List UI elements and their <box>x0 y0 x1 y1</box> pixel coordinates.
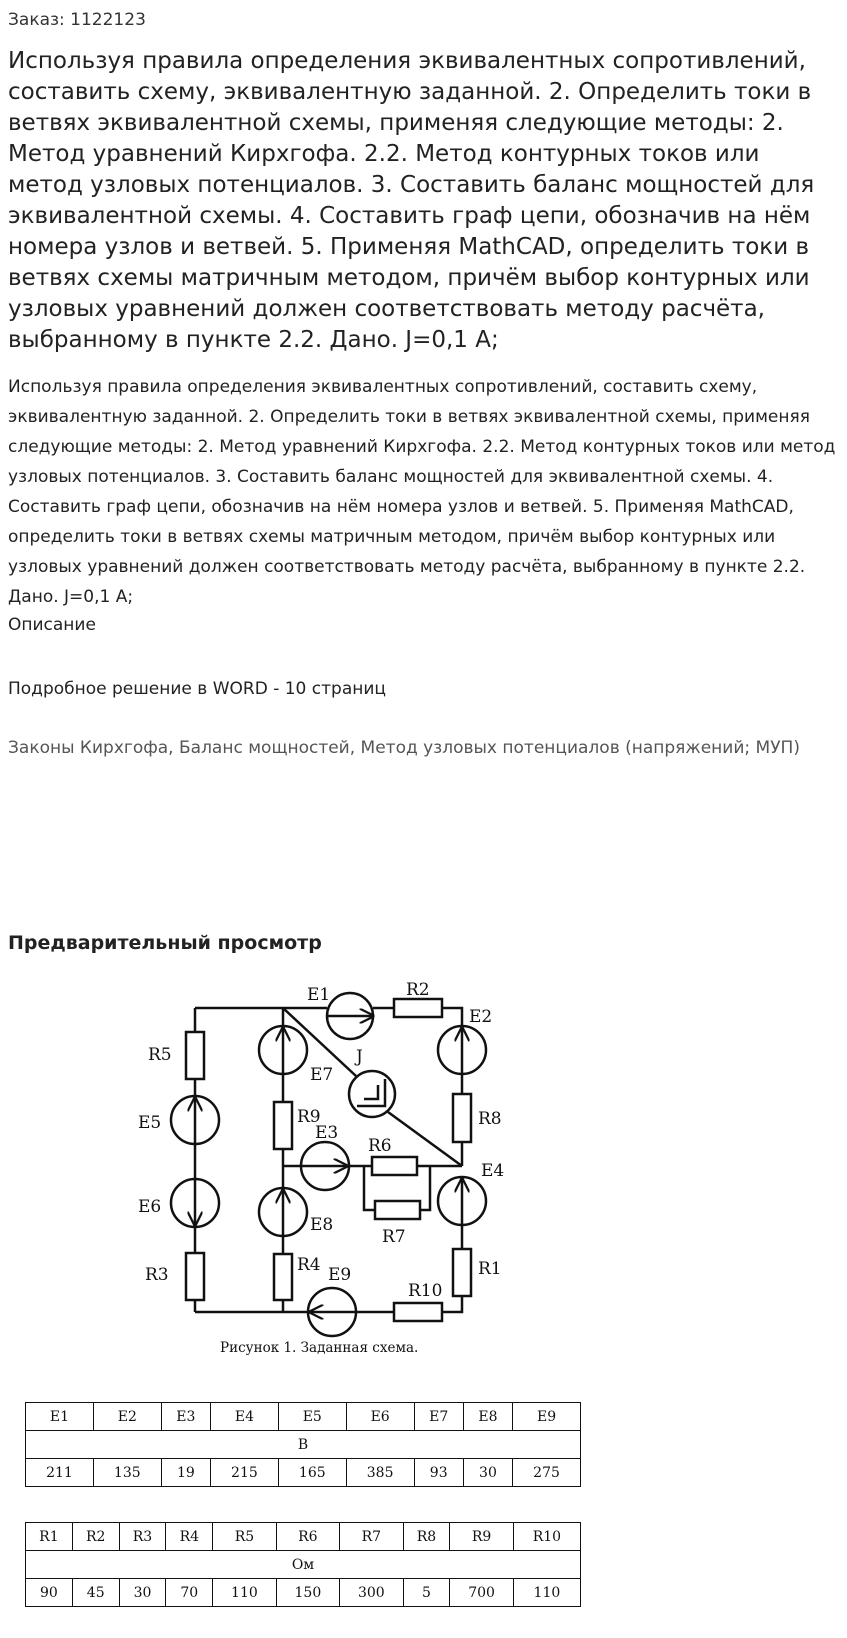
label-e6: E6 <box>138 1197 162 1217</box>
description-heading: Описание <box>8 615 96 635</box>
emf-value-cell: 165 <box>278 1459 346 1487</box>
resistor-r5 <box>186 1032 204 1079</box>
resistor-r3 <box>186 1253 204 1300</box>
resistance-value-cell: 150 <box>276 1579 339 1607</box>
resistance-value-cell: 70 <box>166 1579 213 1607</box>
resistance-header-row <box>26 1523 581 1551</box>
resistance-header-cell: R8 <box>403 1523 450 1551</box>
resistance-value-cell: 300 <box>340 1579 403 1607</box>
resistance-header-cell: R4 <box>166 1523 213 1551</box>
resistance-value-cell: 30 <box>119 1579 166 1607</box>
label-r8: R8 <box>478 1109 502 1129</box>
emf-header-cell: E8 <box>463 1403 512 1431</box>
task-description: Используя правила определения эквивалентных сопротивлений, составить схему, эквивалентную заданной. 2. Определить токи в ветвях эквивалентной схемы, применяя следующие методы: 2. Метод уравнений Кирхгофа. 2.2. Метод контурных токов или метод узловых потенциалов. 3. Составить баланс мощностей для эквивалентной схемы. 4. Составить граф цепи, обозначив на нём номера узлов и ветвей. 5. Применяя MathCAD, определить токи в ветвях схемы матричным методом, причём выбор контурных или узловых уравнений должен соответствовать методу расчёта, выбранному в пункте 2.2. Дано. J=0,1 А; <box>8 377 836 607</box>
label-e9: E9 <box>328 1265 352 1285</box>
label-r7: R7 <box>382 1227 406 1247</box>
emf-header-cell: E2 <box>93 1403 161 1431</box>
emf-header-cell: E3 <box>161 1403 210 1431</box>
emf-value-cell: 135 <box>93 1459 161 1487</box>
tags: Законы Кирхгофа, Баланс мощностей, Метод узловых потенциалов (напряжений; МУП) <box>8 738 800 758</box>
task-title: Используя правила определения эквивалентных сопротивлений, составить схему, эквивалентную заданной. 2. Определить токи в ветвях эквивалентной схемы, применяя следующие методы: 2. Метод уравнений Кирхгофа. 2.2. Метод контурных токов или метод узловых потенциалов. 3. Составить баланс мощностей для эквивалентной схемы. 4. Составить граф цепи, обозначив на нём номера узлов и ветвей. 5. Применяя MathCAD, определить токи в ветвях схемы матричным методом, причём выбор контурных или узловых уравнений должен соответствовать методу расчёта, выбранному в пункте 2.2. Дано. J=0,1 А; <box>8 48 815 353</box>
resistance-header-cell: R6 <box>276 1523 339 1551</box>
emf-header-cell: E6 <box>346 1403 414 1431</box>
emf-header-cell: E7 <box>414 1403 463 1431</box>
emf-header-row <box>26 1403 581 1431</box>
resistance-table <box>25 1522 581 1607</box>
label-r1: R1 <box>478 1259 502 1279</box>
resistance-value-cell: 700 <box>450 1579 513 1607</box>
resistance-header-cell: R7 <box>340 1523 403 1551</box>
emf-unit-row <box>26 1431 581 1459</box>
resistance-header-cell: R10 <box>513 1523 580 1551</box>
emf-header-cell: E5 <box>278 1403 346 1431</box>
circuit-diagram <box>0 960 847 1340</box>
label-e7: E7 <box>310 1065 334 1085</box>
label-e4: E4 <box>481 1161 505 1181</box>
emf-table <box>25 1402 581 1487</box>
label-r5: R5 <box>148 1045 172 1065</box>
resistor-r1 <box>453 1249 471 1296</box>
resistor-r8 <box>453 1094 471 1142</box>
resistance-header-cell: R5 <box>213 1523 276 1551</box>
label-r6: R6 <box>368 1136 392 1156</box>
label-r2: R2 <box>406 980 430 1000</box>
emf-value-cell: 19 <box>161 1459 210 1487</box>
resistance-header-cell: R2 <box>72 1523 119 1551</box>
resistance-header-cell: R3 <box>119 1523 166 1551</box>
label-r9: R9 <box>297 1107 321 1127</box>
resistance-value-cell: 90 <box>26 1579 73 1607</box>
resistor-r9 <box>274 1102 292 1149</box>
emf-value-cell: 275 <box>513 1459 581 1487</box>
current-source-j <box>349 1071 395 1117</box>
resistance-unit-row <box>26 1551 581 1579</box>
resistance-value-cell: 110 <box>213 1579 276 1607</box>
label-e3: E3 <box>315 1123 339 1143</box>
resistance-value-cell: 110 <box>513 1579 580 1607</box>
resistance-header-cell: R9 <box>450 1523 513 1551</box>
resistance-value-cell: 45 <box>72 1579 119 1607</box>
emf-header-cell: E9 <box>513 1403 581 1431</box>
label-e8: E8 <box>310 1215 334 1235</box>
label-e2: E2 <box>469 1007 493 1027</box>
emf-value-row <box>26 1459 581 1487</box>
label-r4: R4 <box>297 1255 321 1275</box>
emf-value-cell: 93 <box>414 1459 463 1487</box>
emf-header-cell: E4 <box>210 1403 278 1431</box>
emf-unit-cell: В <box>26 1431 581 1459</box>
label-e5: E5 <box>138 1113 162 1133</box>
resistance-unit-cell: Ом <box>26 1551 581 1579</box>
resistance-header-cell: R1 <box>26 1523 73 1551</box>
resistor-r6 <box>372 1157 417 1175</box>
label-r10: R10 <box>408 1281 443 1301</box>
resistor-r2 <box>394 999 442 1017</box>
resistor-r7 <box>375 1201 420 1219</box>
resistance-value-row <box>26 1579 581 1607</box>
label-r3: R3 <box>145 1265 169 1285</box>
emf-value-cell: 30 <box>463 1459 512 1487</box>
label-e1: E1 <box>307 985 331 1005</box>
emf-value-cell: 211 <box>26 1459 94 1487</box>
emf-value-cell: 215 <box>210 1459 278 1487</box>
resistor-r10 <box>394 1303 442 1321</box>
emf-value-cell: 385 <box>346 1459 414 1487</box>
figure-caption: Рисунок 1. Заданная схема. <box>220 1340 419 1356</box>
resistance-value-cell: 5 <box>403 1579 450 1607</box>
emf-header-cell: E1 <box>26 1403 94 1431</box>
label-j: J <box>356 1047 363 1067</box>
resistor-r4 <box>274 1254 292 1300</box>
preview-heading: Предварительный просмотр <box>8 932 322 954</box>
description-text: Подробное решение в WORD - 10 страниц <box>8 679 386 699</box>
order-number: Заказ: 1122123 <box>8 10 146 30</box>
